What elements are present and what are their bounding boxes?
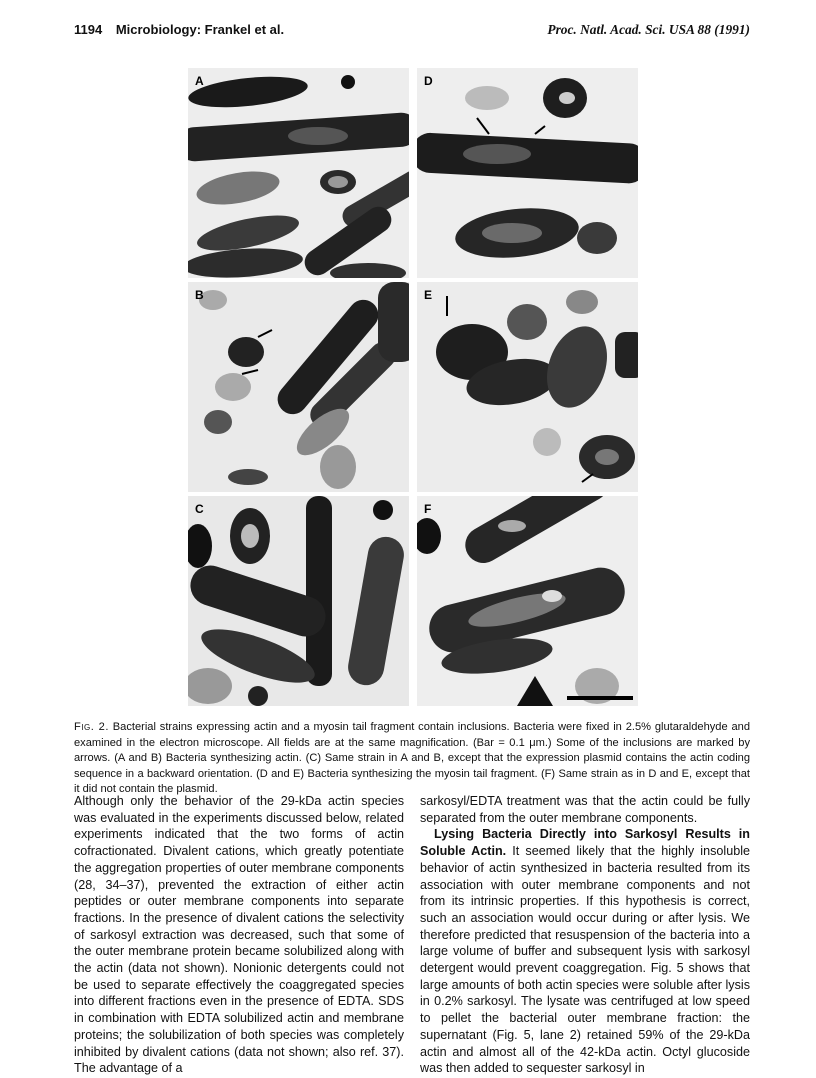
micrograph-e [417,282,638,492]
running-title: Microbiology: Frankel et al. [115,22,285,37]
micrograph-f [417,496,638,706]
panel-label-a: A [195,74,204,88]
micrograph-b [188,282,409,492]
journal-citation: Proc. Natl. Acad. Sci. USA 88 (1991) [547,22,750,37]
panel-d [417,68,638,278]
figure-2 [188,68,638,706]
panel-f [417,496,638,706]
page-number: 1194 [74,22,103,37]
micrograph-c [188,496,409,706]
continued-paragraph: sarkosyl/EDTA treatment was that the actin could be fully separated from the outer membrane components. [420,794,750,825]
panel-label-f: F [424,502,432,516]
micrograph-a [188,68,409,278]
body-paragraph: Although only the behavior of the 29-kDa actin species was evaluated in the experiments discussed below, related experiments indicated that the two forms of actin cofractionated. Divalent cations, which greatly potentiate the aggregation properties of outer membrane components (28, 34–37), prevented the extraction of either actin peptides or outer membrane components into separate fractions. In the presence of divalent cations the selectivity of sarkosyl extraction was decreased, such that some of the outer membrane protein became solubilized along with the actin (data not shown). Nonionic detergents could not be used to separate effectively the coaggregated species into different fractions even in the presence of EDTA. SDS in combination with EDTA solubilized actin and membrane proteins; the solubilization of both species was completely inhibited by divalent cations (data not shown; also ref. 37). The advantage of a [74,794,404,1076]
micrograph-d [417,68,638,278]
panel-b [188,282,409,492]
right-column [420,793,750,1077]
header-left [74,22,294,37]
panel-label-e: E [424,288,433,302]
section-paragraph [420,826,750,1077]
caption-label: Fig. 2. [74,721,109,733]
section-text: It seemed likely that the highly insoluble behavior of actin synthesized in bacteria resulted from its association with outer membrane components and not from its intrinsic properties. If this hypothesis is correct, such an association would occur during or after lysis. We therefore predicted that resuspension of the bacteria into a large volume of buffer and subsequent lysis with sarkosyl detergent would prevent coaggregation. Fig. 5 shows that large amounts of both actin species were soluble after lysis in 0.2% sarkosyl. The lysate was centrifuged at low speed to pellet the bacterial outer membrane fraction: the supernatant (Fig. 5, lane 2) retained 59% of the 29-kDa actin and almost all of the 42-kDa actin. Octyl glucoside was then added to sequester sarkosyl in [420,844,751,1076]
left-column [74,793,404,1077]
page-header [74,22,750,42]
panel-c [188,496,409,706]
panel-label-b: B [195,288,204,302]
caption-text: Bacterial strains expressing actin and a myosin tail fragment contain inclusions. Bacteria were fixed in 2.5% glutaraldehyde and examined in the electron microscope. All fields are at the same magnification. (Bar = 0.1 μm.) Some of the inclusions are marked by arrows. (A and B) Bacteria synthesizing actin. (C) Same strain in A and B, except that the expression plasmid contains the actin coding sequence in a backward orientation. (D and E) Bacteria synthesizing the myosin tail fragment. (F) Same strain as in D and E, except that it did not contain the plasmid. [74,721,750,796]
panel-label-d: D [424,74,433,88]
panel-label-c: C [195,502,204,516]
panel-e [417,282,638,492]
section-heading: Lysing Bacteria Directly into Sarkosyl Results in Soluble Actin. [420,827,750,859]
panel-a [188,68,409,278]
figure-caption [74,720,750,798]
